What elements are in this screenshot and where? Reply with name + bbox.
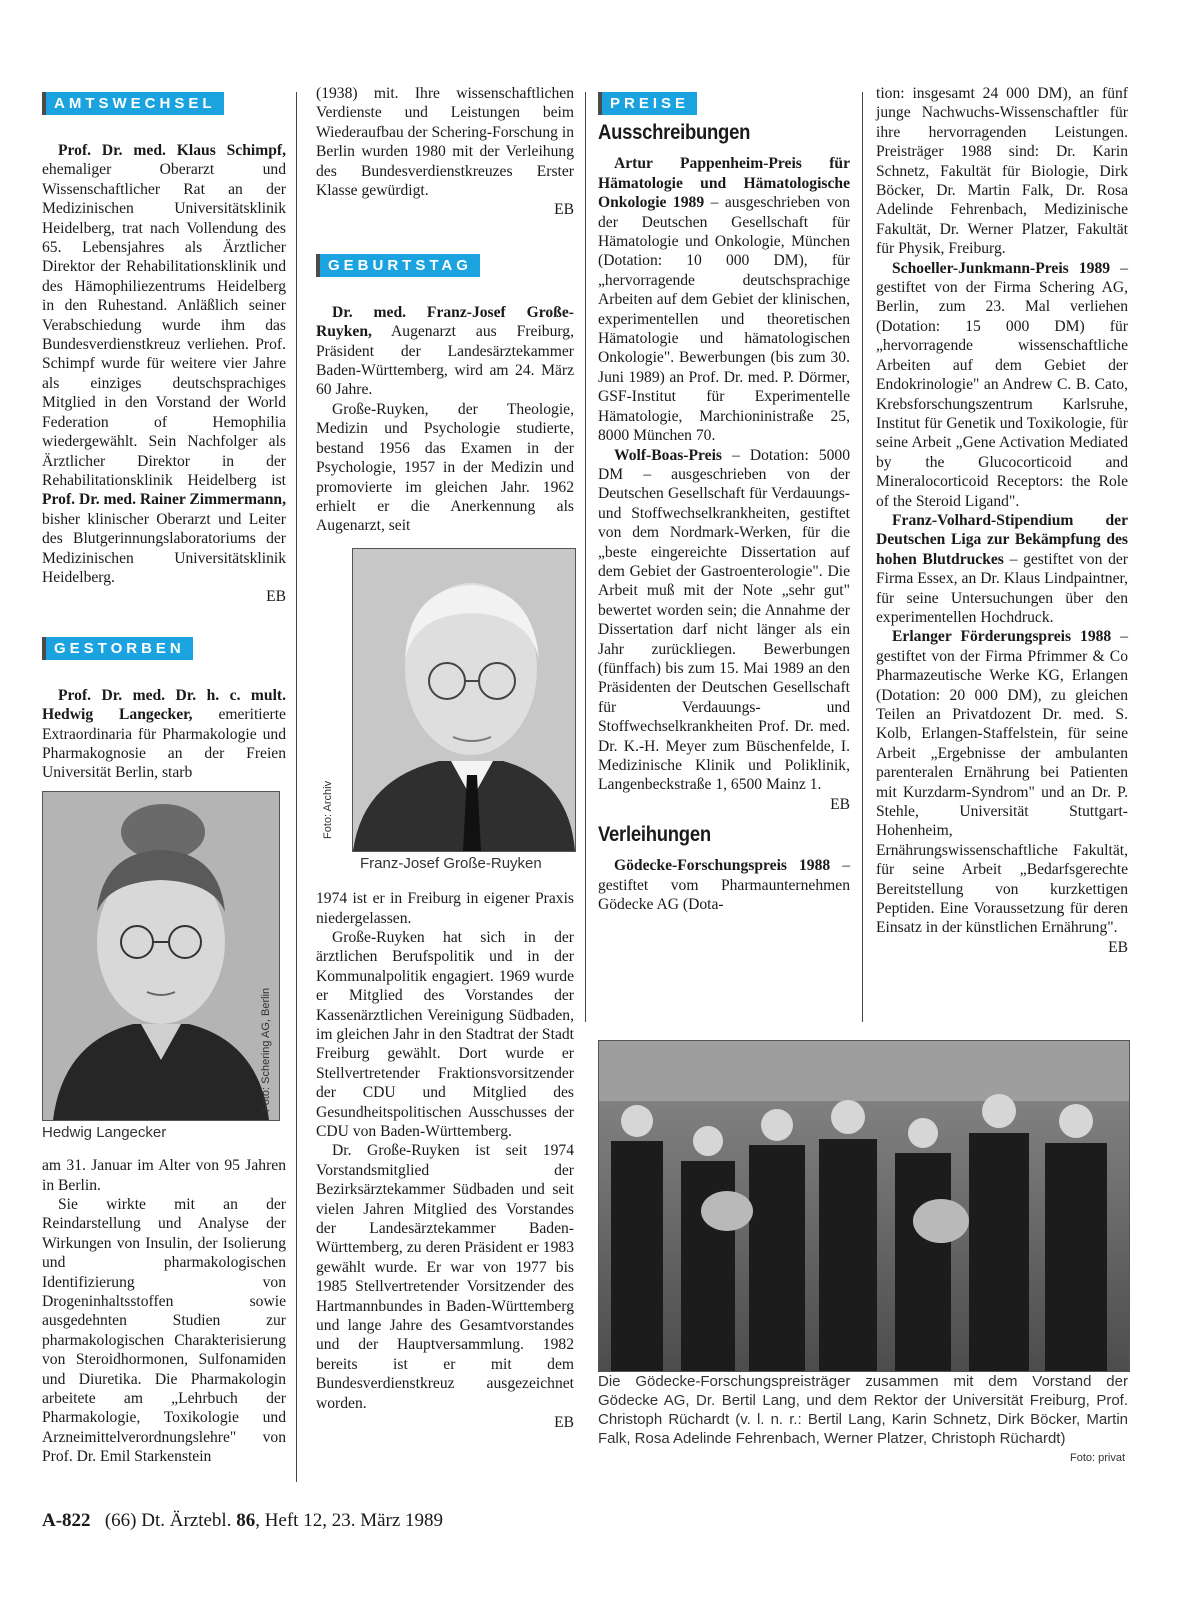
group-photo-caption: Die Gödecke-Forschungspreisträger zusammen mit dem Vorstand der Gödecke AG, Dr. Bertil Lang, und dem Rektor der Universität Freiburg, Prof. Christoph Rüchardt (v. l. n. r.: Bertil Lang, Karin Schnetz, Dirk Böcker, Martin Falk, Rosa Adelinde Fehrenbach, Werner Platzer, Christoph Rüchardt) xyxy=(598,1373,1128,1447)
column-4 xyxy=(876,84,1128,957)
portrait-photo-langecker xyxy=(42,791,280,1121)
issue-info: (66) Dt. Ärztebl. xyxy=(104,1510,232,1531)
prize-name: Wolf-Boas-Preis xyxy=(614,446,722,464)
source-tag: EB xyxy=(830,795,850,813)
column-3 xyxy=(598,92,850,914)
gestorben-article-cont: Sie wirkte mit an der Reindarstellung und Analyse der Wirkungen von Insulin, der Isolierung und pharmakologischen Identifizierung von Drogeninhaltsstoffen sowie ausgedehnten Studien zur pharmakologischen Charakterisierung von Steroidhormonen, Sulfonamiden und Diuretika. Die Pharmakologin arbeitete am „Lehrbuch der Pharmakologie, Toxikologie und Arzneimittelverordnungslehre" von Prof. Dr. Emil Starkenstein xyxy=(42,1196,286,1466)
source-tag: EB xyxy=(266,588,286,606)
section-label-amtswechsel: AMTSWECHSEL xyxy=(42,92,224,115)
section-label-gestorben: GESTORBEN xyxy=(42,637,193,660)
prize-entry: Erlanger Förderungspreis 1988 – gestiftet von der Firma Pfrimmer & Co Pharmazeutische Werke KG, Erlangen (Dotation: 20 000 DM), zu gleichen Teilen an Privatdozent Dr. med. S. Kolb, Erlangen-Staffelstein, für seine Arbeit „Ergebnisse der ambulanten parenteralen Ernährung bei Patienten mit Kurzdarm-Syndrom" und an Dr. P. Stehle, Universität Stuttgart-Hohenheim, Ernährungswissenschaftliche Fakultät, für seine Arbeit „Bedarfsgerechte Bereitstellung von kurzkettigen Peptiden. Eine Voraussetzung für deren Einsatz in der künstlichen Ernährung". EB xyxy=(876,628,1128,956)
prize-entry: Franz-Volhard-Stipendium der Deutschen Liga zur Bekämpfung des hohen Blutdruckes – gestiftet von der Firma Essex, an Dr. Klaus Lindpaintner, für seine Untersuchungen über den experimentellen Hochdruck. xyxy=(876,511,1128,626)
geburtstag-article-cont: 1974 ist er in Freiburg in eigener Praxis niedergelassen. xyxy=(316,890,574,927)
geburtstag-article: Dr. med. Franz-Josef Große-Ruyken, Augenarzt aus Freiburg, Präsident der Landesärztekammer Baden-Württemberg, wird am 24. März 60 Jahre. xyxy=(316,303,574,399)
page-footer xyxy=(42,1510,443,1532)
page-number: A-822 xyxy=(42,1510,91,1531)
geburtstag-article-cont: Große-Ruyken, der Theologie, Medizin und Psychologie studierte, bestand 1956 das Examen in der Psychologie, 1957 in der Medizin und promovierte im gleichen Jahr. 1962 erhielt er die Anerkennung als Augenarzt, seit xyxy=(316,400,574,535)
section-label-geburtstag: GEBURTSTAG xyxy=(316,254,480,277)
prize-name: Artur Pappenheim-Preis für Hämatologie und Hämatologische Onkologie 1989 xyxy=(598,155,850,212)
prize-name: Schoeller-Junkmann-Preis 1989 xyxy=(892,259,1111,277)
source-tag: EB xyxy=(554,201,574,219)
prize-entry: Gödecke-Forschungspreis 1988 – gestiftet vom Pharmaunternehmen Gödecke AG (Dota- xyxy=(598,857,850,914)
group-photo-credit: Foto: privat xyxy=(1070,1452,1126,1464)
gestorben-article: Prof. Dr. med. Dr. h. c. mult. Hedwig Langecker, emeritierte Extraordinaria für Pharmakologie und Pharmakognosie an der Freien Universität Berlin, starb xyxy=(42,686,286,782)
group-illustration xyxy=(599,1041,1129,1371)
heading-ausschreibungen: Ausschreibungen xyxy=(598,121,751,144)
column-rule-3 xyxy=(862,92,863,1022)
prize-entry-cont: tion: insgesamt 24 000 DM), an fünf junge Nachwuchs-Wissenschaftler für ihre hervorragenden Leistungen. Preisträger 1988 sind: Dr. Karin Schnetz, Fakultät für Biologie, Dirk Böcker, Dr. Martin Falk, Dr. Rosa Adelinde Fehrenbach, Medizinische Fakultät, Dr. Werner Platzer, Fakultät für Physik, Freiburg. xyxy=(876,85,1128,258)
photo-caption: Franz-Josef Große-Ruyken xyxy=(360,854,542,872)
photo-credit: Foto: Schering AG, Berlin xyxy=(260,987,272,1112)
prize-name: Erlanger Förderungspreis 1988 xyxy=(892,628,1112,646)
person-name: Prof. Dr. med. Klaus Schimpf, xyxy=(58,142,286,159)
source-tag: EB xyxy=(1108,938,1128,956)
source-tag: EB xyxy=(554,1414,574,1432)
geburtstag-article-cont: Große-Ruyken hat sich in der ärztlichen Berufspolitik und in der Kommunalpolitik engagiert. 1969 wurde er Mitglied des Vorstandes der Kassenärztlichen Vereinigung Südbaden, im gleichen Jahr in den Stadtrat der Stadt Freiburg gewählt. Dort wurde er Stellvertretender Fraktionsvorsitzender der CDU und Mitglied des Gesundheitspolitischen Ausschusses der CDU von Baden-Württemberg. xyxy=(316,928,574,1140)
prize-entry: Artur Pappenheim-Preis für Hämatologie und Hämatologische Onkologie 1989 – ausgeschrieben von der Deutschen Gesellschaft für Hämatologie und Onkologie, München (Dotation: 10 000 DM), für „hervorragende deutschsprachige Arbeiten auf dem Gebiet der klinischen, experimentellen und theoretischen Hämatologie und hämatologischen Onkologie". Bewerbungen (bis zum 30. Juni 1989) an Prof. Dr. med. P. Dörmer, GSF-Institut für Experimentelle Hämatologie, Marchioninistraße 25, 8000 München 70. xyxy=(598,155,850,445)
geburtstag-article-cont: Dr. Große-Ruyken ist seit 1974 Vorstandsmitglied der Bezirksärztekammer Südbaden und seit vielen Jahren Mitglied des Vorstandes der Landesärztekammer Baden-Württemberg, zu deren Präsident er 1983 gewählt wurde. Er war von 1977 bis 1985 Stellvertretender Vorsitzender des Hartmannbundes in Baden-Württemberg und lange Jahre des Gesamtvorstandes und der Hauptversammlung. 1982 bereits ist er mit dem Bundesverdienstkreuz ausgezeichnet worden. xyxy=(316,1142,574,1412)
photo-caption: Hedwig Langecker xyxy=(42,1123,167,1141)
portrait-illustration xyxy=(43,792,279,1120)
prize-name: Gödecke-Forschungspreis 1988 xyxy=(614,857,831,875)
group-photo-goedecke xyxy=(598,1040,1130,1372)
section-label-preise: PREISE xyxy=(598,92,697,115)
column-rule-2 xyxy=(585,92,586,1022)
column-rule-1 xyxy=(296,92,297,1482)
portrait-photo-grosse-ruyken xyxy=(322,548,576,852)
person-name: Prof. Dr. med. Dr. h. c. mult. Hedwig Langecker, xyxy=(42,686,286,724)
person-name: Dr. med. Franz-Josef Große-Ruyken, xyxy=(316,303,574,341)
prize-name: Franz-Volhard-Stipendium der Deutschen Liga zur Bekämpfung des hohen Blutdruckes xyxy=(876,511,1128,568)
gestorben-article-end: (1938) mit. Ihre wissenschaftlichen Verdienste und Leistungen beim Wiederaufbau der Schering-Forschung in Berlin wurden 1980 mit der Verleihung des Bundesverdienstkreuzes Erster Klasse gewürdigt. xyxy=(316,85,574,200)
amtswechsel-article: Prof. Dr. med. Klaus Schimpf, ehemaliger Oberarzt und Wissenschaftlicher Rat an der Medizinischen Universitätsklinik Heidelberg, trat nach Vollendung des 65. Lebensjahres als Ärztlicher Direktor der Rehabilitationsklinik und des Hämophiliezentrums Heidelberg in den Ruhestand. Anläßlich seiner Verabschiedung wurde ihm das Bundesverdienstkreuz verliehen. Prof. Schimpf wurde für weitere vier Jahre als einziges deutschsprachiges Mitglied in den Vorstand der World Federation of Hemophilia wiedergewählt. Sein Nachfolger als Ärztlicher Direktor in der Rehabilitationsklinik Heidelberg ist Prof. Dr. med. Rainer Zimmermann, bisher klinischer Oberarzt und Leiter des Blutgerinnungslaboratoriums der Medizinischen Universitätsklinik Heidelberg. xyxy=(42,142,286,586)
prize-entry: Schoeller-Junkmann-Preis 1989 – gestiftet von der Firma Schering AG, Berlin, zum 23. Mal verliehen (Dotation: 15 000 DM) für „hervorragende wissenschaftliche Arbeiten auf dem Gebiet der Endokrinologie" an Andrew C. B. Cato, Krebsforschungszentrum Karlsruhe, Institut für Genetik und Toxikologie, für seine Arbeit „Gene Activation Mediated by the Glucocorticoid and Mineralocorticoid Receptors: the Role of the Steroid Ligand". xyxy=(876,259,1128,510)
photo-credit: Foto: Archiv xyxy=(322,780,334,839)
column-1 xyxy=(42,92,286,1467)
prize-entry: Wolf-Boas-Preis – Dotation: 5000 DM – ausgeschrieben von der Deutschen Gesellschaft für Verdauungs- und Stoffwechselkrankheiten, gestiftet von dem Nordmark-Werken, für die „beste eingereichte Dissertation auf dem Gebiet der Gastroenterologie". Die Arbeit muß mit der Note „sehr gut" bewertet worden sein; die Annahme der Dissertation darf nicht länger als ein Jahr zurückliegen. Bewerbungen (fünffach) bis zum 15. Mai 1989 an den Präsidenten der Deutschen Gesellschaft für Verdauungs- und Stoffwechselkrankheiten Prof. Dr. med. Dr. K.-H. Meyer zum Büschenfelde, I. Medizinische Klinik und Poliklinik, Langenbeckstraße 1, 6500 Mainz 1. EB xyxy=(598,446,851,813)
heading-verleihungen: Verleihungen xyxy=(598,822,711,846)
volume-number: 86 xyxy=(236,1510,256,1531)
gestorben-article-cont: am 31. Januar im Alter von 95 Jahren in Berlin. xyxy=(42,1157,286,1194)
issue-info: , Heft 12, 23. März 1989 xyxy=(255,1510,444,1531)
successor-name: Prof. Dr. med. Rainer Zimmermann, xyxy=(42,491,286,509)
portrait-illustration xyxy=(353,549,575,851)
column-2 xyxy=(316,84,574,1433)
